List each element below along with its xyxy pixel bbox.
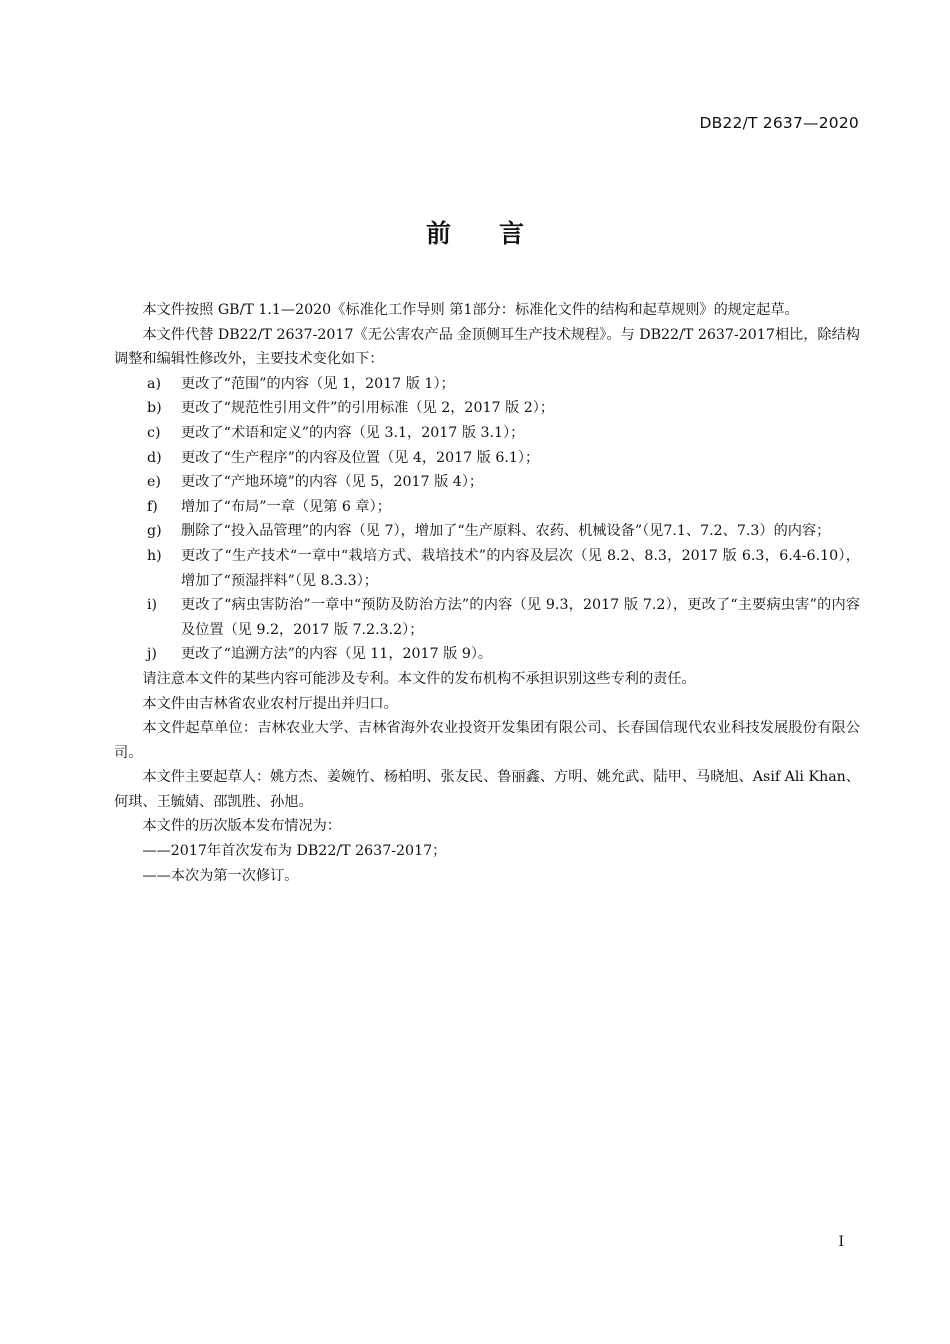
page-number: I: [838, 1234, 844, 1250]
list-marker: d): [147, 449, 162, 466]
list-marker: j): [147, 646, 157, 663]
list-text: 更改了“产地环境”的内容（见 5，2017 版 4）；: [181, 474, 484, 491]
change-item: [114, 396, 860, 421]
change-item: [114, 519, 860, 544]
change-item: [114, 470, 860, 495]
page-title: [0, 214, 950, 250]
change-item: [114, 642, 860, 667]
paragraph-patent-notice: 请注意本文件的某些内容可能涉及专利。本文件的发布机构不承担识别这些专利的责任。: [142, 670, 696, 687]
list-text: 更改了“生产技术“一章中“栽培方式、栽培技术”的内容及层次（见 8.2、8.3，2017 版 6.3，6.4-6.10），增加了“预湿拌料”（见 8.3.3）；: [181, 547, 860, 589]
list-marker: b): [147, 400, 162, 417]
change-item: [114, 495, 860, 520]
list-text: 删除了“投入品管理”的内容（见 7），增加了“生产原料、农药、机械设备”（见7.1、7.2、7.3）的内容；: [181, 523, 831, 540]
paragraph-history-current: ——本次为第一次修订。: [142, 867, 299, 884]
document-code: DB22/T 2637—2020: [699, 114, 859, 132]
change-item: [114, 544, 860, 593]
change-item: [114, 593, 860, 642]
paragraph-drafters: 本文件主要起草人：姚方杰、姜婉竹、杨柏明、张友民、鲁丽鑫、方明、姚允武、陆甲、马晓旭、Asif Ali Khan、何琪、王毓婧、邵凯胜、孙旭。: [114, 769, 860, 810]
paragraph-drafting-rules: 本文件按照 GB/T 1.1—2020《标准化工作导则 第1部分：标准化文件的结构和起草规则》的规定起草。: [142, 302, 799, 318]
paragraph-drafting-units: 本文件起草单位：吉林农业大学、吉林省海外农业投资开发集团有限公司、长春国信现代农业科技发展股份有限公司。: [114, 720, 860, 761]
list-marker: c): [147, 424, 161, 441]
title-char-1: 前: [425, 219, 451, 248]
paragraph-history-intro: 本文件的历次版本发布情况为：: [142, 818, 342, 835]
list-marker: e): [147, 474, 161, 491]
list-text: 更改了“生产程序”的内容及位置（见 4，2017 版 6.1）；: [181, 449, 540, 466]
change-item: [114, 372, 860, 397]
list-text: 更改了“规范性引用文件”的引用标准（见 2，2017 版 2）；: [181, 400, 555, 417]
list-text: 更改了“术语和定义”的内容（见 3.1，2017 版 3.1）；: [181, 424, 525, 441]
change-item: [114, 446, 860, 471]
paragraph-proposer: 本文件由吉林省农业农村厅提出并归口。: [142, 695, 398, 712]
list-text: 更改了“病虫害防治”一章中“预防及防治方法”的内容（见 9.3，2017 版 7.2），更改了“主要病虫害”的内容及位置（见 9.2，2017 版 7.2.3.2）；: [181, 597, 860, 638]
list-marker: a): [147, 375, 161, 392]
list-text: 更改了“追溯方法”的内容（见 11，2017 版 9）。: [181, 646, 493, 663]
list-marker: i): [147, 597, 158, 614]
paragraph-replaces: 本文件代替 DB22/T 2637-2017《无公害农产品 金顶侧耳生产技术规程》。与 DB22/T 2637-2017相比，除结构调整和编辑性修改外，主要技术变化如下：: [114, 326, 860, 368]
title-char-2: 言: [499, 219, 525, 248]
list-text: 增加了“布局”一章（见第 6 章）；: [181, 498, 391, 515]
foreword-body: [114, 298, 860, 888]
paragraph-history-2017: ——2017年首次发布为 DB22/T 2637-2017；: [142, 843, 447, 860]
list-marker: g): [147, 523, 162, 540]
list-marker: f): [147, 498, 158, 515]
list-text: 更改了“范围”的内容（见 1，2017 版 1）；: [181, 375, 455, 392]
list-marker: h): [147, 547, 162, 564]
change-item: [114, 421, 860, 446]
